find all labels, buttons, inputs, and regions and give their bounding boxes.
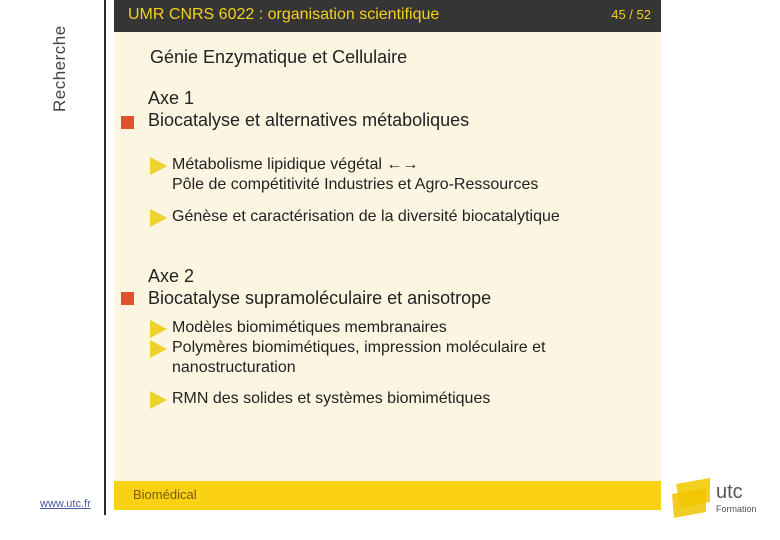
- square-bullet-icon: [121, 292, 134, 305]
- vertical-section-title: Recherche: [50, 25, 69, 112]
- slide-header: [114, 0, 661, 32]
- slide-content-area: [114, 0, 661, 510]
- section-title: Génie Enzymatique et Cellulaire: [150, 47, 408, 67]
- utc-logo-icon: [670, 472, 770, 522]
- list-item-line: Polymères biomimétiques, impression moléculaire et: [172, 339, 546, 356]
- axis-heading-1: [121, 87, 469, 131]
- triangle-bullet-icon: [150, 391, 167, 409]
- list-item-line: Génèse et caractérisation de la diversité biocatalytique: [172, 208, 560, 225]
- axis-title: Biocatalyse et alternatives métaboliques: [148, 110, 470, 130]
- axis-title: Biocatalyse supramoléculaire et anisotrope: [148, 288, 492, 308]
- list-item: [150, 155, 538, 195]
- triangle-bullet-icon: [150, 157, 167, 175]
- footer-label: Biomédical: [133, 487, 197, 502]
- list-item-line: nanostructuration: [172, 359, 296, 376]
- slide-title: UMR CNRS 6022 : organisation scientifique: [128, 6, 440, 23]
- triangle-bullet-icon: [150, 340, 167, 358]
- logo-text: utc: [716, 481, 743, 503]
- page-number: 45 / 52: [611, 7, 651, 22]
- list-item-line: Pôle de compétitivité Industries et Agro-Ressources: [172, 176, 539, 193]
- utc-logo: [670, 472, 770, 522]
- triangle-bullet-icon: [150, 320, 167, 338]
- list-item-line: RMN des solides et systèmes biomimétiques: [172, 390, 491, 407]
- list-item: [150, 389, 490, 409]
- list-item: [150, 338, 545, 378]
- website-link[interactable]: www.utc.fr: [40, 498, 91, 510]
- list-item: [150, 207, 560, 227]
- square-bullet-icon: [121, 116, 134, 129]
- axis-label: Axe 1: [148, 88, 195, 108]
- axis-label: Axe 2: [148, 266, 195, 286]
- list-item-line: Métabolisme lipidique végétal ←→: [172, 156, 419, 173]
- list-item-line: Modèles biomimétiques membranaires: [172, 319, 447, 336]
- logo-subtext: Formation: [716, 504, 757, 514]
- footer-bar: [114, 481, 661, 510]
- triangle-bullet-icon: [150, 209, 167, 227]
- axis-heading-2: [121, 265, 491, 309]
- sidebar: [0, 0, 106, 540]
- list-item: [150, 318, 447, 338]
- sidebar-divider: [104, 0, 106, 515]
